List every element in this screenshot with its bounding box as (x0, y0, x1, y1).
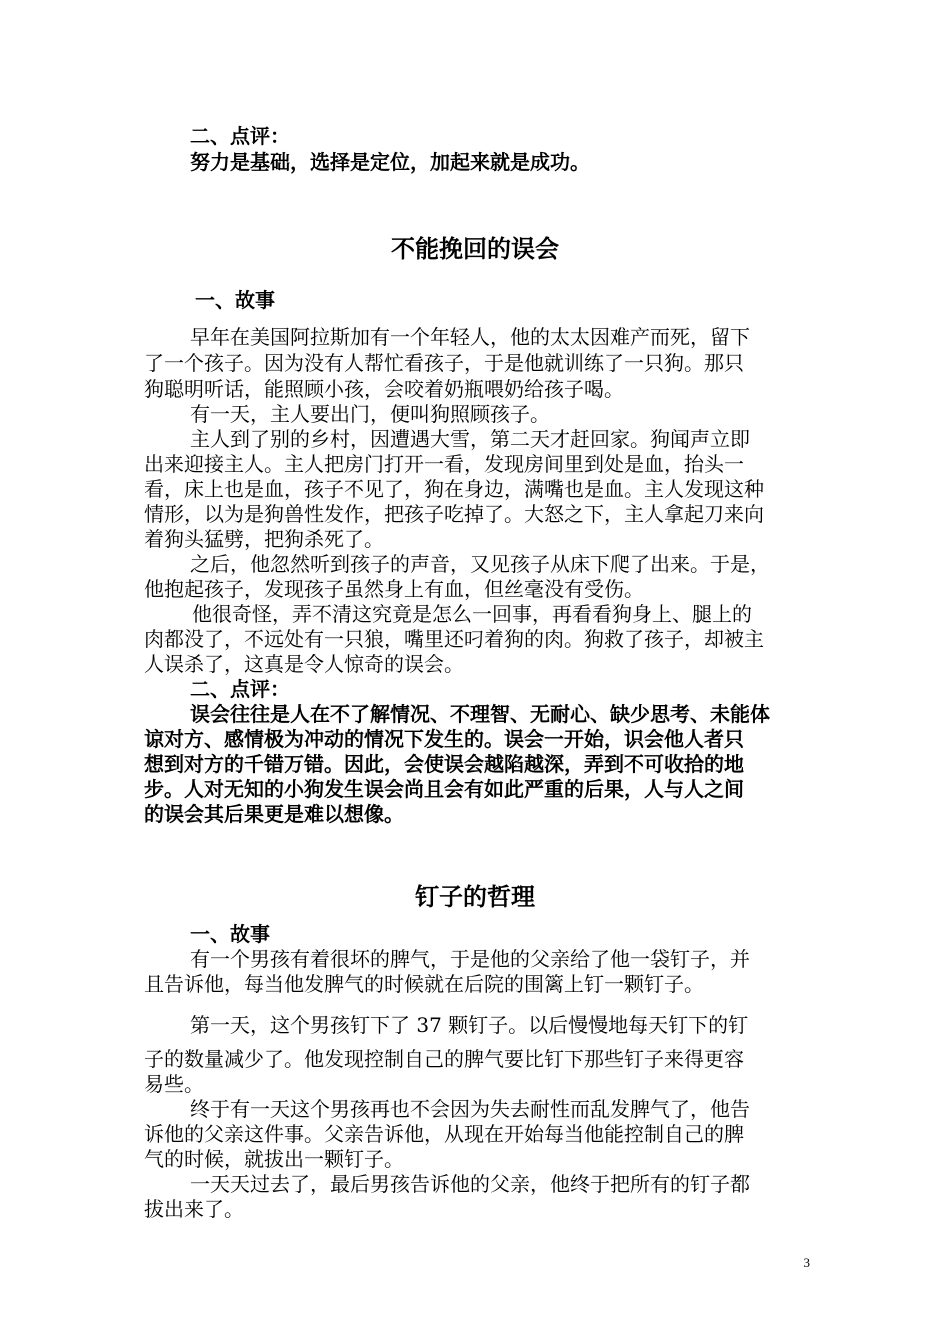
story-line: 了一个孩子。因为没有人帮忙看孩子，于是他就训练了一只狗。那只 (144, 351, 744, 375)
story-line: 拔出来了。 (144, 1197, 244, 1221)
story-line: 他抱起孩子，发现孩子虽然身上有血，但丝毫没有受伤。 (144, 577, 644, 601)
comment-line: 误会往往是人在不了解情况、不理智、无耐心、缺少思考、未能体 (190, 702, 770, 726)
story-line: 一天天过去了，最后男孩告诉他的父亲，他终于把所有的钉子都 (190, 1172, 750, 1196)
story-line: 肉都没了，不远处有一只狼，嘴里还叼着狗的肉。狗救了孩子，却被主 (144, 627, 764, 651)
article-title: 钉子的哲理 (415, 883, 535, 911)
story-line: 着狗头猛劈，把狗杀死了。 (144, 527, 384, 551)
story-line: 终于有一天这个男孩再也不会因为失去耐性而乱发脾气了，他告 (190, 1097, 750, 1121)
story-line: 诉他的父亲这件事。父亲告诉他，从现在开始每当他能控制自己的脾 (144, 1122, 744, 1146)
comment-heading: 二、点评： (190, 124, 290, 148)
story-line: 出来迎接主人。主人把房门打开一看，发现房间里到处是血，抬头一 (144, 452, 744, 476)
story-line: 有一天，主人要出门，便叫狗照顾孩子。 (190, 402, 550, 426)
comment-line: 的误会其后果更是难以想像。 (144, 802, 404, 826)
story-line: 气的时候，就拔出一颗钉子。 (144, 1147, 404, 1171)
comment-text: 努力是基础，选择是定位，加起来就是成功。 (190, 150, 590, 174)
story-line: 人误杀了，这真是令人惊奇的误会。 (144, 652, 464, 676)
comment-line: 谅对方、感情极为冲动的情况下发生的。误会一开始，识会他人者只 (144, 727, 744, 751)
story-line: 易些。 (144, 1072, 204, 1096)
story-line: 子的数量减少了。他发现控制自己的脾气要比钉下那些钉子来得更容 (144, 1047, 744, 1071)
comment-line: 步。人对无知的小狗发生误会尚且会有如此严重的后果，人与人之间 (144, 777, 744, 801)
story-line: 有一个男孩有着很坏的脾气，于是他的父亲给了他一袋钉子，并 (190, 947, 750, 971)
comment-line: 想到对方的千错万错。因此，会使误会越陷越深，弄到不可收拾的地 (144, 752, 744, 776)
article-title: 不能挽回的误会 (391, 235, 559, 263)
story-line: 狗聪明听话，能照顾小孩，会咬着奶瓶喂奶给孩子喝。 (144, 377, 624, 401)
story-line: 之后，他忽然听到孩子的声音，又见孩子从床下爬了出来。于是， (190, 552, 770, 576)
page-number: 3 (803, 1255, 810, 1270)
story-line: 且告诉他，每当他发脾气的时候就在后院的围篱上钉一颗钉子。 (144, 972, 704, 996)
story-heading: 一、故事 (190, 922, 270, 946)
story-line: 早年在美国阿拉斯加有一个年轻人，他的太太因难产而死，留下 (190, 325, 750, 349)
story-line: 看，床上也是血，孩子不见了，狗在身边，满嘴也是血。主人发现这种 (144, 477, 764, 501)
comment-heading: 二、点评： (190, 677, 290, 701)
story-line: 第一天，这个男孩钉下了 37 颗钉子。以后慢慢地每天钉下的钉 (190, 1013, 749, 1037)
story-heading: 一、故事 (195, 288, 275, 312)
story-line: 主人到了别的乡村，因遭遇大雪，第二天才赶回家。狗闻声立即 (190, 427, 750, 451)
story-line: 他很奇怪，弄不清这究竟是怎么一回事，再看看狗身上、腿上的 (192, 602, 752, 626)
story-line: 情形，以为是狗兽性发作，把孩子吃掉了。大怒之下，主人拿起刀来向 (144, 502, 764, 526)
